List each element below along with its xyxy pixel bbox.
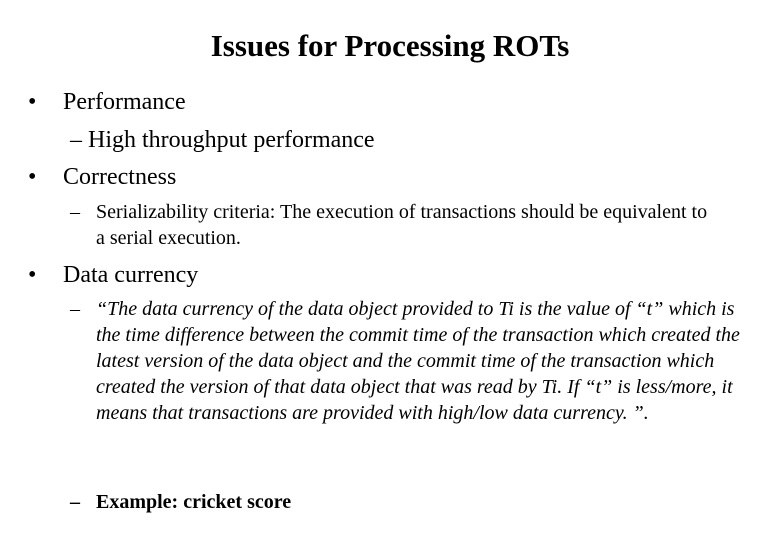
subitem-example [70, 489, 720, 515]
bullet-correctness-label: Correctness [63, 164, 177, 190]
bullet-performance [28, 87, 186, 117]
subitem-data-currency-definition [70, 296, 740, 426]
subitem-serializability-text: Serializability criteria: The execution of transactions should be equivalent to a serial execution. [96, 201, 708, 249]
bullet-correctness [28, 162, 176, 192]
bullet-performance-label: Performance [63, 89, 186, 115]
subitem-high-throughput [70, 125, 375, 155]
bullet-marker: • [28, 164, 37, 190]
dash-marker: – [70, 298, 80, 320]
slide-title: Issues for Processing ROTs [210, 28, 570, 63]
subitem-data-currency-definition-text: “The data currency of the data object provided to Ti is the value of “t” which is the time difference between the commit time of the transaction which created the latest version of the data object and the commit time of the transaction which created the version of that data object that was read by Ti. If “t” is less/more, it means that transactions are provided with high/low data currency. ”. [96, 298, 740, 424]
bullet-data-currency-label: Data currency [63, 262, 199, 288]
subitem-example-text: Example: cricket score [96, 491, 292, 513]
dash-marker: – [70, 201, 80, 223]
bullet-marker: • [28, 262, 37, 288]
dash-marker: – [70, 491, 80, 513]
subitem-high-throughput-label: High throughput performance [88, 127, 375, 153]
dash-marker: – [70, 127, 82, 153]
bullet-data-currency [28, 260, 198, 290]
bullet-marker: • [28, 89, 37, 115]
subitem-serializability [70, 199, 720, 251]
